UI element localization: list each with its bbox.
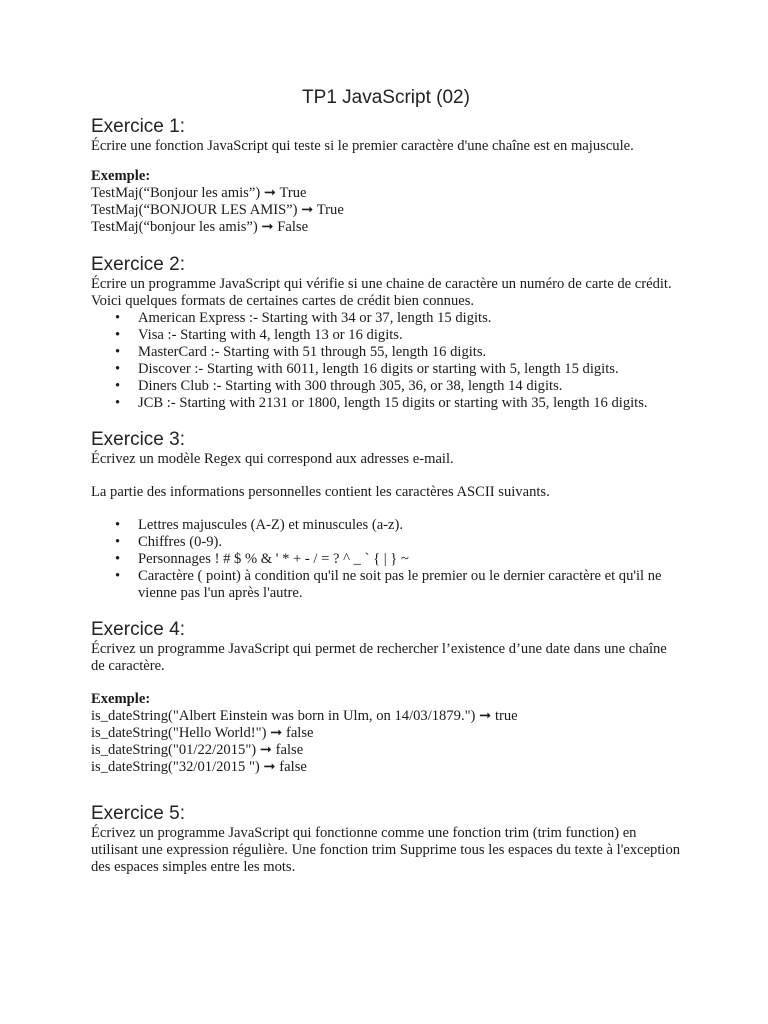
list-item: • Visa :- Starting with 4, length 13 or 16 digits. (138, 327, 681, 344)
list-item: • MasterCard :- Starting with 51 through 55, length 16 digits. (138, 344, 681, 361)
exercise-3-heading: Exercice 3: (91, 429, 185, 450)
exercise-1-heading: Exercice 1: (91, 116, 185, 137)
exercise-4-example: is_dateString("Albert Einstein was born in Ulm, on 14/03/1879.") ➞ true (91, 708, 518, 724)
exercise-1-example: TestMaj(“Bonjour les amis”) ➞ True (91, 185, 307, 201)
exercise-1-text: Écrire une fonction JavaScript qui teste si le premier caractère d'une chaîne est en majuscule. (91, 138, 634, 154)
exercise-2-heading: Exercice 2: (91, 254, 185, 275)
card-format-list (91, 310, 681, 412)
exercise-3-text-2: La partie des informations personnelles contient les caractères ASCII suivants. (91, 484, 550, 500)
exercise-2-text: Écrire un programme JavaScript qui vérifie si une chaine de caractère un numéro de carte de crédit. (91, 276, 672, 292)
exercise-4-text: Écrivez un programme JavaScript qui permet de rechercher l’existence d’une date dans une chaîne de caractère. (91, 641, 667, 674)
list-item: • American Express :- Starting with 34 or 37, length 15 digits. (138, 310, 681, 327)
exercise-4-heading: Exercice 4: (91, 619, 185, 640)
exercise-4-example: is_dateString("01/22/2015") ➞ false (91, 742, 304, 758)
exercise-5-text: Écrivez un programme JavaScript qui fonctionne comme une fonction trim (trim function) en utilisant une expression régulière. Une fonction trim Supprime tous les espaces du texte à l'exception des espaces simples entre les mots. (91, 825, 681, 875)
document-title: TP1 JavaScript (02) (302, 87, 470, 108)
exercise-4-example-label: Exemple: (91, 691, 151, 707)
list-item: • Discover :- Starting with 6011, length 16 digits or starting with 5, length 15 digits. (138, 361, 681, 378)
list-item: • Caractère ( point) à condition qu'il ne soit pas le premier ou le dernier caractère et qu'il ne vienne pas l'un après l'autre. (138, 568, 681, 602)
ascii-character-list (91, 517, 681, 602)
list-item: • Chiffres (0-9). (138, 534, 681, 551)
exercise-2-text-2: Voici quelques formats de certaines cartes de crédit bien connues. (91, 293, 475, 309)
exercise-4-example: is_dateString("32/01/2015 ") ➞ false (91, 759, 307, 775)
list-item: • Lettres majuscules (A-Z) et minuscules (a-z). (138, 517, 681, 534)
exercise-1-example: TestMaj(“BONJOUR LES AMIS”) ➞ True (91, 202, 344, 218)
exercise-1-example-label: Exemple: (91, 168, 151, 184)
list-item: • JCB :- Starting with 2131 or 1800, length 15 digits or starting with 35, length 16 digits. (138, 395, 681, 412)
exercise-4-example: is_dateString("Hello World!") ➞ false (91, 725, 314, 741)
exercise-5-heading: Exercice 5: (91, 803, 185, 824)
document-page (91, 86, 681, 876)
list-item: • Personnages ! # $ % & ' * + - / = ? ^ _ ` { | } ~ (138, 551, 681, 568)
exercise-3-text: Écrivez un modèle Regex qui correspond aux adresses e-mail. (91, 451, 454, 467)
exercise-1-example: TestMaj(“bonjour les amis”) ➞ False (91, 219, 309, 235)
list-item: • Diners Club :- Starting with 300 through 305, 36, or 38, length 14 digits. (138, 378, 681, 395)
